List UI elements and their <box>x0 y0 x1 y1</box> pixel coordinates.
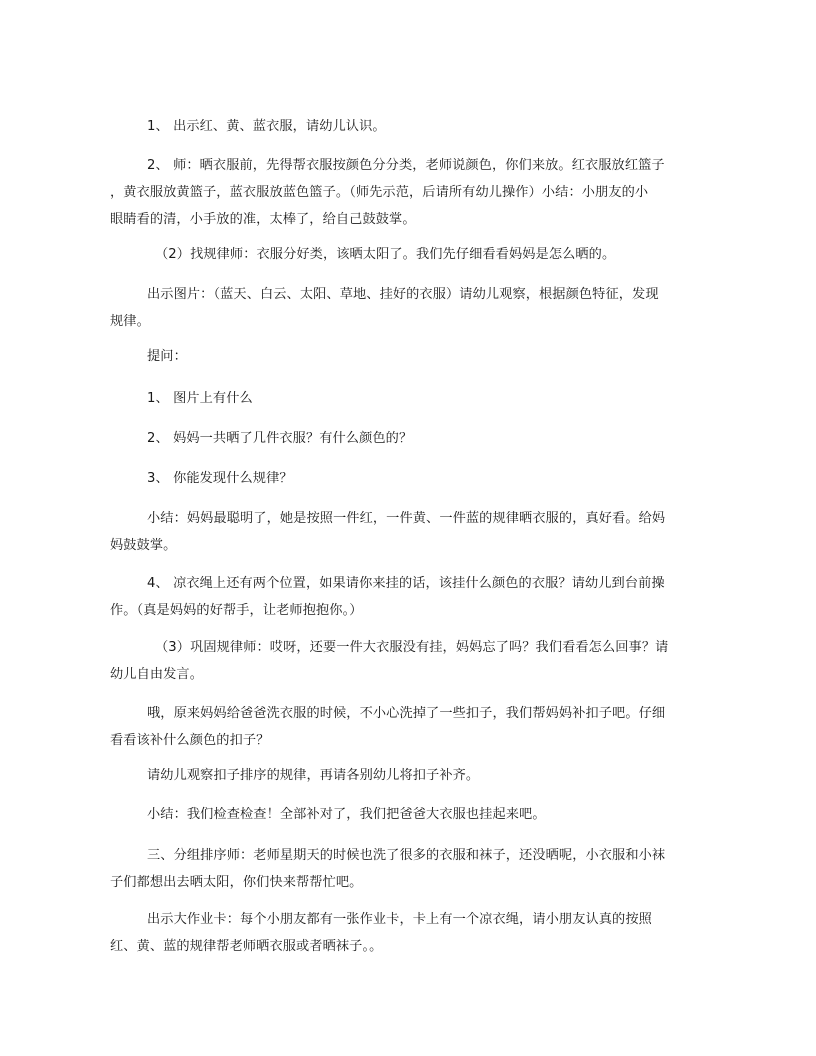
text-line: 哦，原来妈妈给爸爸洗衣服的时候，不小心洗掉了一些扣子，我们帮妈妈补扣子吧。仔细 <box>147 706 666 721</box>
paragraph-3 <box>155 241 755 268</box>
paragraph-5 <box>147 343 747 370</box>
text-line: 4、 凉衣绳上还有两个位置，如果请你来挂的话，该挂什么颜色的衣服？请幼儿到台前操 <box>147 576 665 591</box>
text-line: 红、黄、蓝的规律帮老师晒衣服或者晒袜子。。 <box>110 939 383 954</box>
text-line: ，黄衣服放黄篮子，蓝衣服放蓝色篮子。（师先示范，后请所有幼儿操作）小结：小朋友的小 <box>110 185 649 200</box>
text-line: 小结：我们检查检查！全部补对了，我们把爸爸大衣服也挂起来吧。 <box>147 807 546 822</box>
paragraph-7 <box>147 425 747 452</box>
text-line: 规律。 <box>110 314 150 329</box>
text-line: 出示大作业卡：每个小朋友都有一张作业卡，卡上有一个凉衣绳，请小朋友认真的按照 <box>147 912 652 927</box>
text-line: 1、 出示红、黄、蓝衣服，请幼儿认识。 <box>147 119 386 134</box>
text-line: 三、分组排序师：老师星期天的时候也洗了很多的衣服和袜子，还没晒呢，小衣服和小袜 <box>147 848 666 863</box>
text-line: （3）巩固规律师：哎呀，还要一件大衣服没有挂，妈妈忘了吗？我们看看怎么回事？请 <box>155 640 669 655</box>
text-line: 子们都想出去晒太阳，你们快来帮帮忙吧。 <box>110 875 363 890</box>
text-line: 眼睛看的清，小手放的准，太棒了，给自己鼓鼓掌。 <box>110 212 416 227</box>
paragraph-6 <box>147 385 747 412</box>
text-line: 1、 图片上有什么 <box>147 391 253 406</box>
paragraph-15 <box>110 842 710 896</box>
text-line: 作。（真是妈妈的好帮手，让老师抱抱你。） <box>110 603 363 618</box>
text-line: 妈鼓鼓掌。 <box>110 538 177 553</box>
paragraph-9 <box>110 505 710 559</box>
text-line: 看看该补什么颜色的扣子？ <box>110 733 270 748</box>
paragraph-13 <box>147 762 747 789</box>
text-line: （2）找规律师：衣服分好类，该晒太阳了。我们先仔细看看妈妈是怎么晒的。 <box>155 247 616 262</box>
text-line: 出示图片：（蓝天、白云、太阳、草地、挂好的衣服）请幼儿观察，根据颜色特征，发现 <box>147 287 659 302</box>
text-line: 小结：妈妈最聪明了，她是按照一件红，一件黄、一件蓝的规律晒衣服的，真好看。给妈 <box>147 511 666 526</box>
paragraph-10 <box>110 570 710 624</box>
paragraph-2 <box>110 152 710 233</box>
paragraph-1 <box>147 113 747 140</box>
text-line: 2、 妈妈一共晒了几件衣服？有什么颜色的？ <box>147 431 413 446</box>
paragraph-4 <box>110 281 710 335</box>
text-line: 提问： <box>147 349 187 364</box>
paragraph-14 <box>147 801 747 828</box>
paragraph-12 <box>110 700 710 754</box>
text-line: 2、 师：晒衣服前，先得帮衣服按颜色分分类，老师说颜色，你们来放。红衣服放红篮子 <box>147 158 665 173</box>
text-line: 请幼儿观察扣子排序的规律，再请各别幼儿将扣子补齐。 <box>147 768 480 783</box>
text-line: 3、 你能发现什么规律？ <box>147 471 293 486</box>
paragraph-8 <box>147 465 747 492</box>
text-line: 幼儿自由发言。 <box>110 667 204 682</box>
paragraph-11 <box>110 634 710 688</box>
paragraph-16 <box>110 906 710 960</box>
